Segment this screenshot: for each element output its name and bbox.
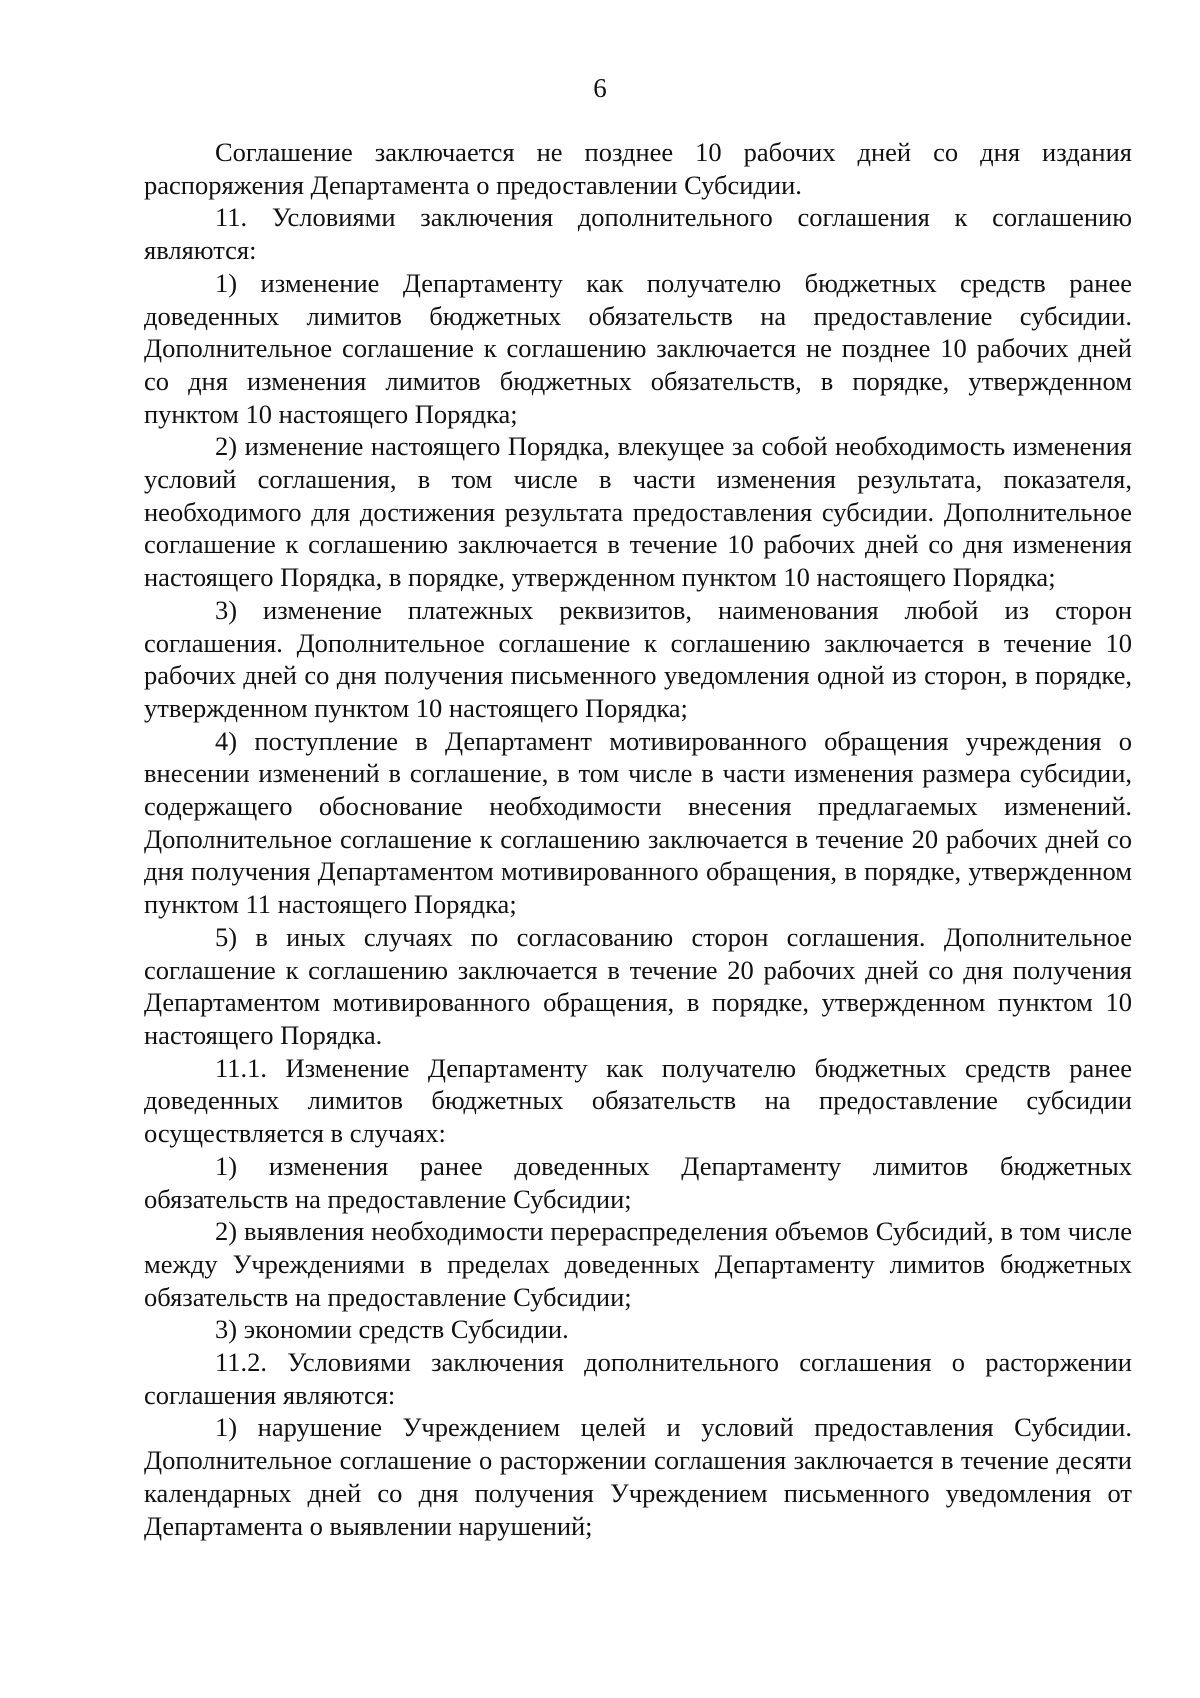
paragraph: 3) экономии средств Субсидии. xyxy=(215,1314,569,1345)
paragraph: 5) в иных случаях по согласованию сторон соглашения. Дополнительное соглашение к соглашению заключается в течение 20 рабочих дней со дня получения Департаментом мотивированного обращения, в порядке, утвержденном пунктом 10 настоящего Порядка. xyxy=(144,921,1132,1050)
paragraph: 11. Условиями заключения дополнительного соглашения к соглашению являются: xyxy=(144,202,1132,266)
paragraph: 11.1. Изменение Департаменту как получателю бюджетных средств ранее доведенных лимитов бюджетных обязательств на предоставление субсидии осуществляется в случаях: xyxy=(144,1052,1132,1149)
page-number: 6 xyxy=(593,73,607,103)
paragraph: 1) изменение Департаменту как получателю бюджетных средств ранее доведенных лимитов бюджетных обязательств на предоставление субсидии. Дополнительное соглашение к соглашению заключается не позднее 10 рабочих дней со дня изменения лимитов бюджетных обязательств, в порядке, утвержденном пунктом 10 настоящего Порядка; xyxy=(144,267,1132,429)
paragraph: 1) нарушение Учреждением целей и условий предоставления Субсидии. Дополнительное соглашение о расторжении соглашения заключается в течение десяти календарных дней со дня получения Учреждением письменного уведомления от Департамента о выявлении нарушений; xyxy=(144,1412,1132,1541)
paragraph: 2) выявления необходимости перераспределения объемов Субсидий, в том числе между Учреждениями в пределах доведенных Департаменту лимитов бюджетных обязательств на предоставление Субсидии; xyxy=(144,1216,1132,1312)
paragraph: 2) изменение настоящего Порядка, влекущее за собой необходимость изменения условий соглашения, в том числе в части изменения результата, показателя, необходимого для достижения результата предоставления субсидии. Дополнительное соглашение к соглашению заключается в течение 10 рабочих дней со дня изменения настоящего Порядка, в порядке, утвержденном пунктом 10 настоящего Порядка; xyxy=(144,431,1132,593)
document-body xyxy=(144,136,1132,1542)
paragraph: Соглашение заключается не позднее 10 рабочих дней со дня издания распоряжения Департамента о предоставлении Субсидии. xyxy=(144,137,1132,200)
paragraph: 11.2. Условиями заключения дополнительного соглашения о расторжении соглашения являются: xyxy=(144,1347,1132,1410)
paragraph: 3) изменение платежных реквизитов, наименования любой из сторон соглашения. Дополнительное соглашение к соглашению заключается в течение 10 рабочих дней со дня получения письменного уведомления одной из сторон, в порядке, утвержденном пунктом 10 настоящего Порядка; xyxy=(144,594,1132,723)
paragraph: 1) изменения ранее доведенных Департаменту лимитов бюджетных обязательств на предоставление Субсидии; xyxy=(144,1150,1132,1214)
paragraph: 4) поступление в Департамент мотивированного обращения учреждения о внесении изменений в соглашение, в том числе в части изменения размера субсидии, содержащего обоснование необходимости внесения предлагаемых изменений. Дополнительное соглашение к соглашению заключается в течение 20 рабочих дней со дня получения Департаментом мотивированного обращения, в порядке, утвержденном пунктом 11 настоящего Порядка; xyxy=(144,725,1132,920)
